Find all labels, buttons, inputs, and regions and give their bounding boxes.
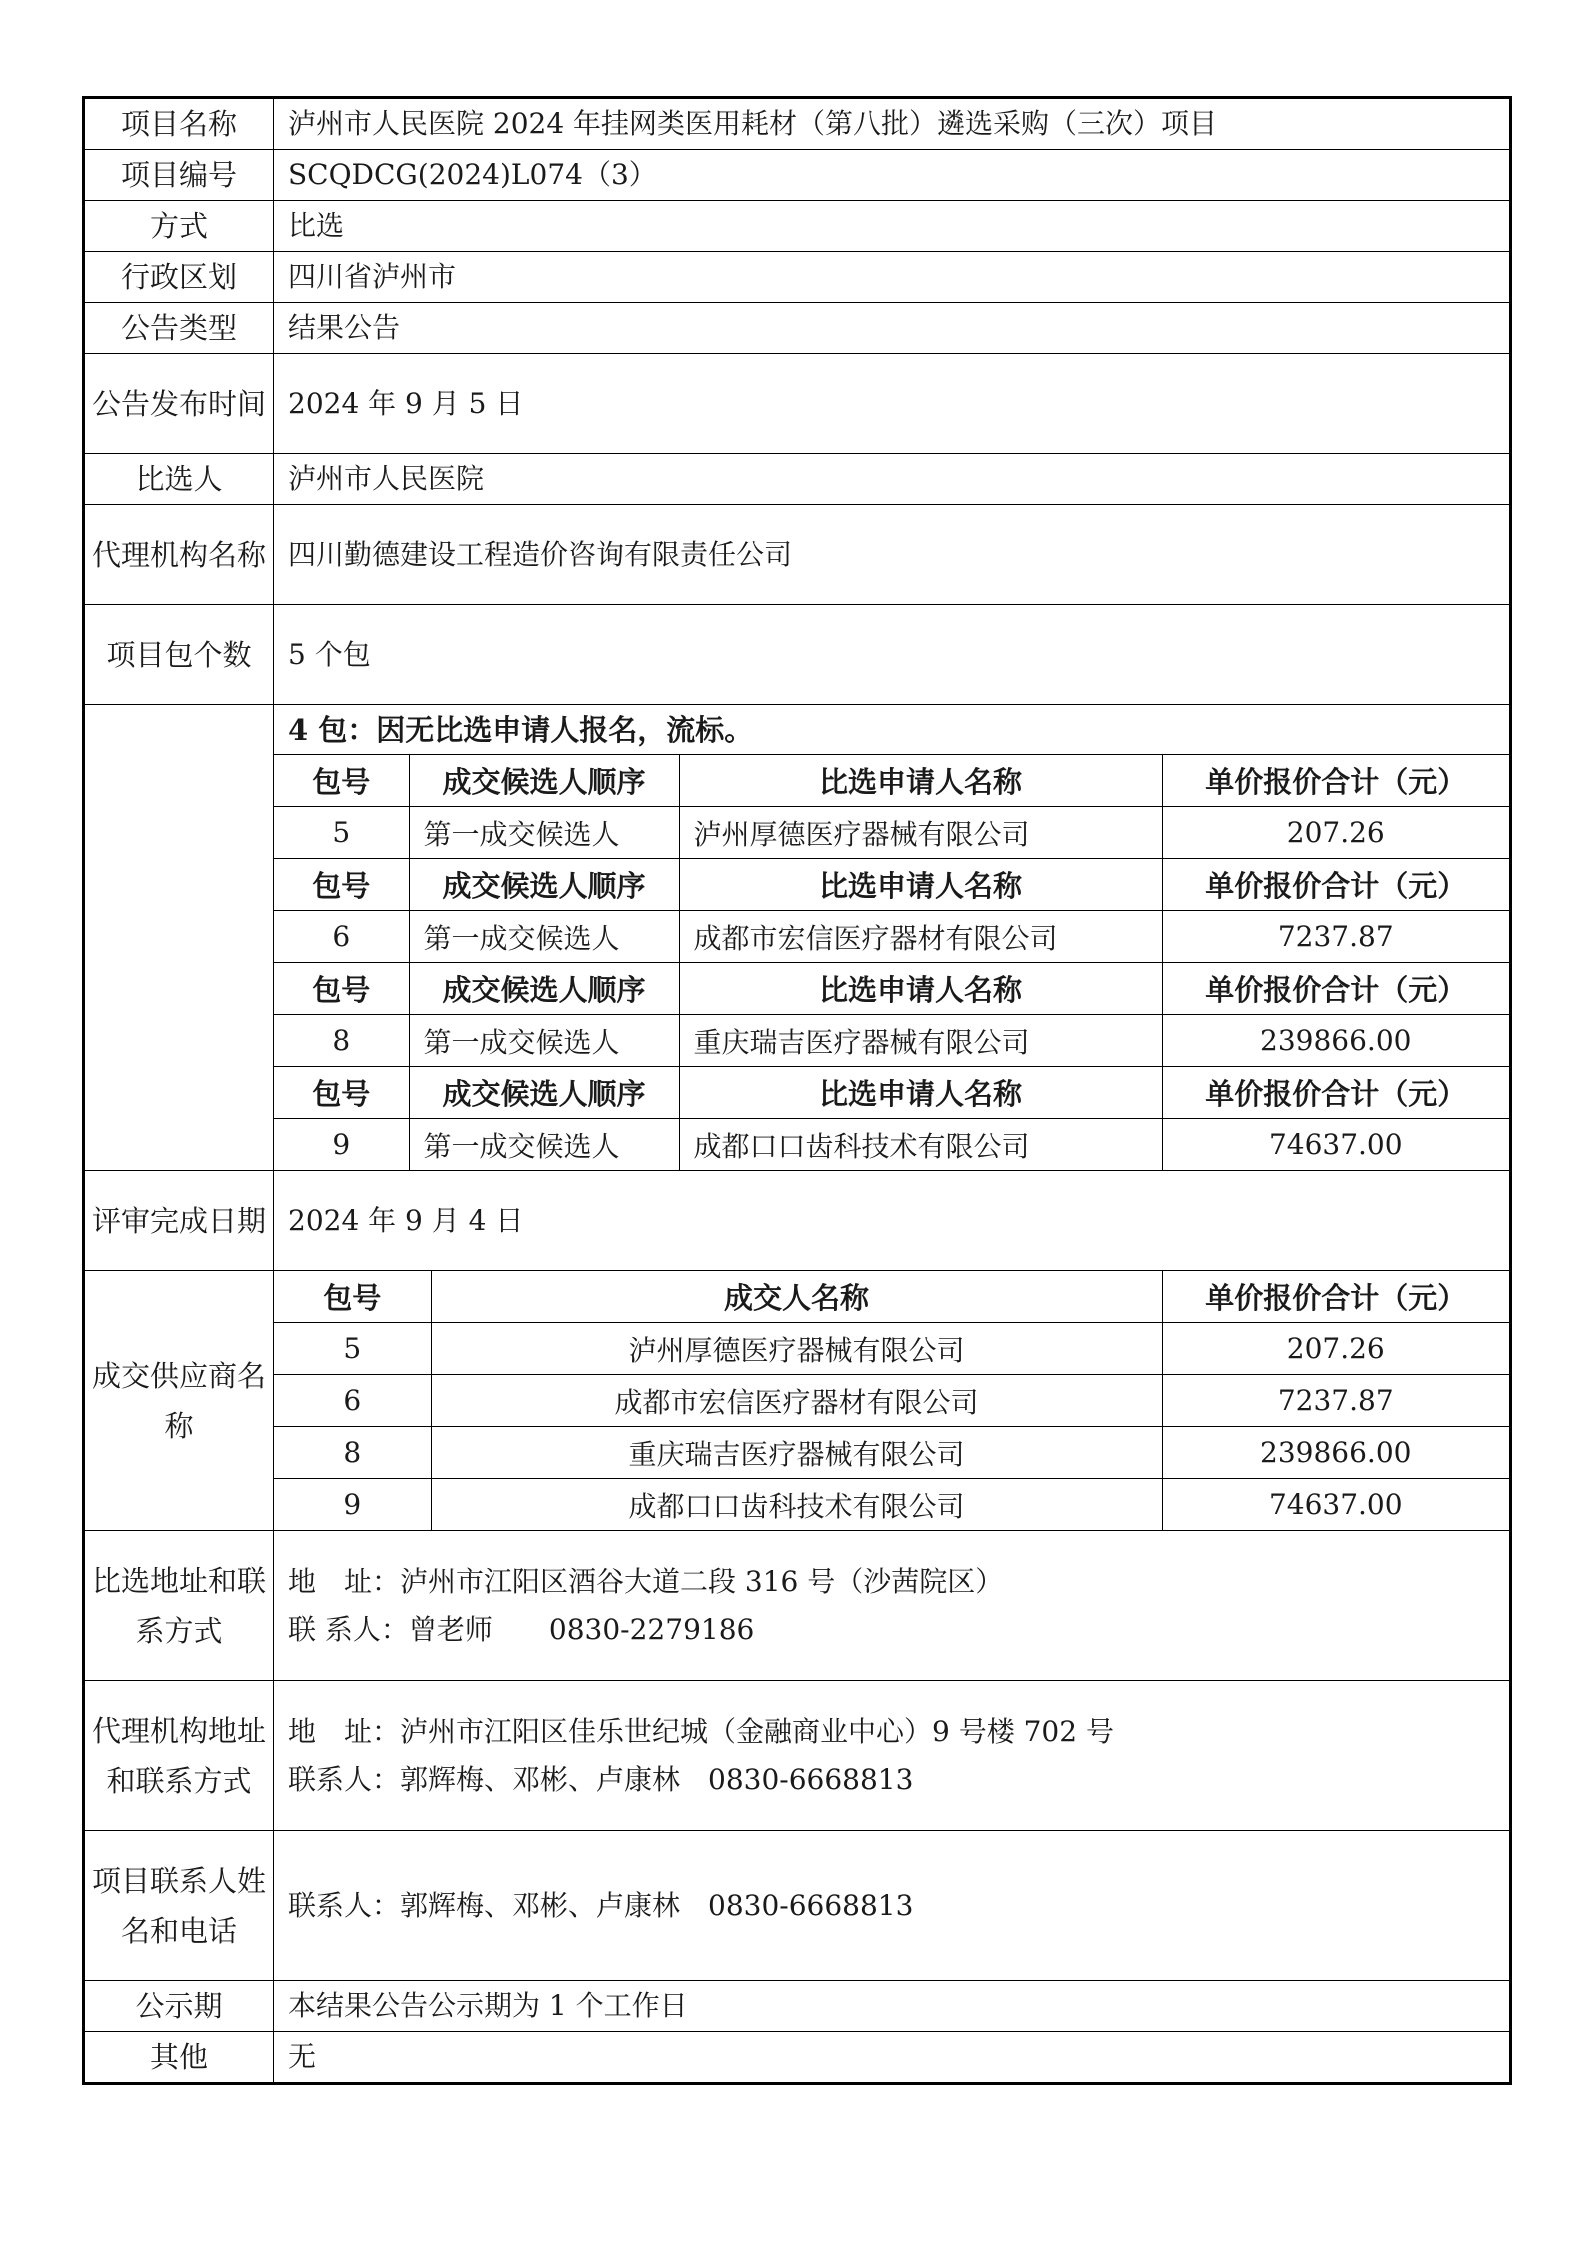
candidate-pkg: 8 [274, 1015, 409, 1067]
region-value: 四川省泸州市 [274, 252, 1511, 303]
candidates-header-row [274, 859, 1509, 911]
project-contact-person: 联系人：郭辉梅、邓彬、卢康林 0830-6668813 [288, 1888, 914, 1922]
row-region [84, 252, 1511, 303]
candidate-pkg: 6 [274, 911, 409, 963]
candidate-pkg: 9 [274, 1119, 409, 1171]
winner-price: 74637.00 [1162, 1479, 1509, 1531]
header-applicant-name: 比选申请人名称 [679, 859, 1162, 911]
table-row [274, 1427, 1509, 1479]
result-notice-document [82, 96, 1512, 2085]
winner-price: 207.26 [1162, 1323, 1509, 1375]
row-other [84, 2032, 1511, 2084]
agency-contact-cell [274, 1681, 1511, 1831]
candidate-order: 第一成交候选人 [409, 911, 679, 963]
header-price: 单价报价合计（元） [1162, 1067, 1509, 1119]
row-project-name [84, 98, 1511, 150]
notice-type-value: 结果公告 [274, 303, 1511, 354]
winner-pkg: 6 [274, 1375, 431, 1427]
project-name-value: 泸州市人民医院 2024 年挂网类医用耗材（第八批）遴选采购（三次）项目 [274, 98, 1511, 150]
method-value: 比选 [274, 201, 1511, 252]
winner-pkg: 9 [274, 1479, 431, 1531]
winners-label: 成交供应商名称 [84, 1271, 274, 1531]
header-order: 成交候选人顺序 [409, 963, 679, 1015]
candidates-header-row [274, 963, 1509, 1015]
publicity-value: 本结果公告公示期为 1 个工作日 [274, 1981, 1511, 2032]
candidates-cell [274, 705, 1511, 1171]
candidate-pkg: 5 [274, 807, 409, 859]
project-code-value: SCQDCG(2024)L074（3） [274, 150, 1511, 201]
agency-contact-person: 联系人：郭辉梅、邓彬、卢康林 0830-6668813 [288, 1762, 914, 1796]
row-method [84, 201, 1511, 252]
table-row [274, 1119, 1509, 1171]
other-value: 无 [274, 2032, 1511, 2084]
selector-value: 泸州市人民医院 [274, 454, 1511, 505]
candidate-price: 74637.00 [1162, 1119, 1509, 1171]
candidate-order: 第一成交候选人 [409, 1015, 679, 1067]
winner-name: 泸州厚德医疗器械有限公司 [431, 1323, 1162, 1375]
selection-contact-cell [274, 1531, 1511, 1681]
table-row [274, 1479, 1509, 1531]
other-label: 其他 [84, 2032, 274, 2084]
header-price: 单价报价合计（元） [1162, 755, 1509, 807]
winner-price: 239866.00 [1162, 1427, 1509, 1479]
row-winners [84, 1271, 1511, 1531]
winner-pkg: 5 [274, 1323, 431, 1375]
header-pkg: 包号 [323, 1281, 382, 1315]
package-count-value: 5 个包 [274, 605, 1511, 705]
header-applicant-name: 比选申请人名称 [679, 963, 1162, 1015]
winner-name: 成都口口齿科技术有限公司 [431, 1479, 1162, 1531]
table-row [274, 911, 1509, 963]
header-pkg: 包号 [312, 765, 371, 799]
publish-time-label: 公告发布时间 [84, 354, 274, 454]
table-row [274, 1323, 1509, 1375]
winner-price: 7237.87 [1162, 1375, 1509, 1427]
header-price: 单价报价合计（元） [1162, 1271, 1509, 1323]
winner-pkg: 8 [274, 1427, 431, 1479]
table-row [274, 1015, 1509, 1067]
header-order: 成交候选人顺序 [409, 1067, 679, 1119]
candidate-price: 239866.00 [1162, 1015, 1509, 1067]
row-review-date [84, 1171, 1511, 1271]
header-price: 单价报价合计（元） [1162, 859, 1509, 911]
agency-contact-label: 代理机构地址和联系方式 [84, 1681, 274, 1831]
header-order: 成交候选人顺序 [409, 755, 679, 807]
table-row [274, 1375, 1509, 1427]
candidate-order: 第一成交候选人 [409, 1119, 679, 1171]
candidate-name: 成都口口齿科技术有限公司 [679, 1119, 1162, 1171]
header-applicant-name: 比选申请人名称 [679, 1067, 1162, 1119]
selection-contact-person: 联 系人：曾老师 0830-2279186 [288, 1612, 755, 1646]
row-publish-time [84, 354, 1511, 454]
notice-type-label: 公告类型 [84, 303, 274, 354]
header-pkg: 包号 [274, 1067, 409, 1119]
project-contact-label: 项目联系人姓名和电话 [84, 1831, 274, 1981]
selector-label: 比选人 [84, 454, 274, 505]
table-row [274, 807, 1509, 859]
candidate-price: 7237.87 [1162, 911, 1509, 963]
candidates-table [274, 755, 1509, 1170]
row-project-code [84, 150, 1511, 201]
row-candidates [84, 705, 1511, 1171]
candidates-header-row [274, 1067, 1509, 1119]
candidate-name: 重庆瑞吉医疗器械有限公司 [679, 1015, 1162, 1067]
header-price: 单价报价合计（元） [1162, 963, 1509, 1015]
row-publicity [84, 1981, 1511, 2032]
agency-label: 代理机构名称 [84, 505, 274, 605]
candidate-price: 207.26 [1162, 807, 1509, 859]
candidates-header-row [274, 755, 1509, 807]
candidate-name: 成都市宏信医疗器材有限公司 [679, 911, 1162, 963]
agency-address: 地 址：泸州市江阳区佳乐世纪城（金融商业中心）9 号楼 702 号 [288, 1714, 1114, 1748]
row-project-contact [84, 1831, 1511, 1981]
winners-cell [274, 1271, 1511, 1531]
publicity-label: 公示期 [84, 1981, 274, 2032]
row-agency [84, 505, 1511, 605]
agency-value: 四川勤德建设工程造价咨询有限责任公司 [274, 505, 1511, 605]
review-date-value: 2024 年 9 月 4 日 [274, 1171, 1511, 1271]
failed-package-note: 4 包：因无比选申请人报名，流标。 [274, 705, 1509, 755]
review-date-label: 评审完成日期 [84, 1171, 274, 1271]
header-order: 成交候选人顺序 [409, 859, 679, 911]
winner-name: 重庆瑞吉医疗器械有限公司 [431, 1427, 1162, 1479]
header-winner-name: 成交人名称 [431, 1271, 1162, 1323]
row-package-count [84, 605, 1511, 705]
project-contact-cell [274, 1831, 1511, 1981]
project-name-label: 项目名称 [84, 98, 274, 150]
method-label: 方式 [84, 201, 274, 252]
publish-time-value: 2024 年 9 月 5 日 [274, 354, 1511, 454]
region-label: 行政区划 [84, 252, 274, 303]
package-count-label: 项目包个数 [84, 605, 274, 705]
row-agency-contact [84, 1681, 1511, 1831]
header-applicant-name: 比选申请人名称 [679, 755, 1162, 807]
winners-table [274, 1271, 1509, 1530]
project-code-label: 项目编号 [84, 150, 274, 201]
selection-contact-label: 比选地址和联系方式 [84, 1531, 274, 1681]
candidate-order: 第一成交候选人 [409, 807, 679, 859]
row-selector [84, 454, 1511, 505]
row-selection-contact [84, 1531, 1511, 1681]
header-pkg: 包号 [274, 859, 409, 911]
header-pkg: 包号 [274, 963, 409, 1015]
candidate-name: 泸州厚德医疗器械有限公司 [679, 807, 1162, 859]
winners-header-row [274, 1271, 1509, 1323]
candidates-label-empty [84, 705, 274, 1171]
winner-name: 成都市宏信医疗器材有限公司 [431, 1375, 1162, 1427]
row-notice-type [84, 303, 1511, 354]
selection-address: 地 址：泸州市江阳区酒谷大道二段 316 号（沙茜院区） [288, 1564, 1004, 1598]
notice-table [82, 96, 1512, 2085]
